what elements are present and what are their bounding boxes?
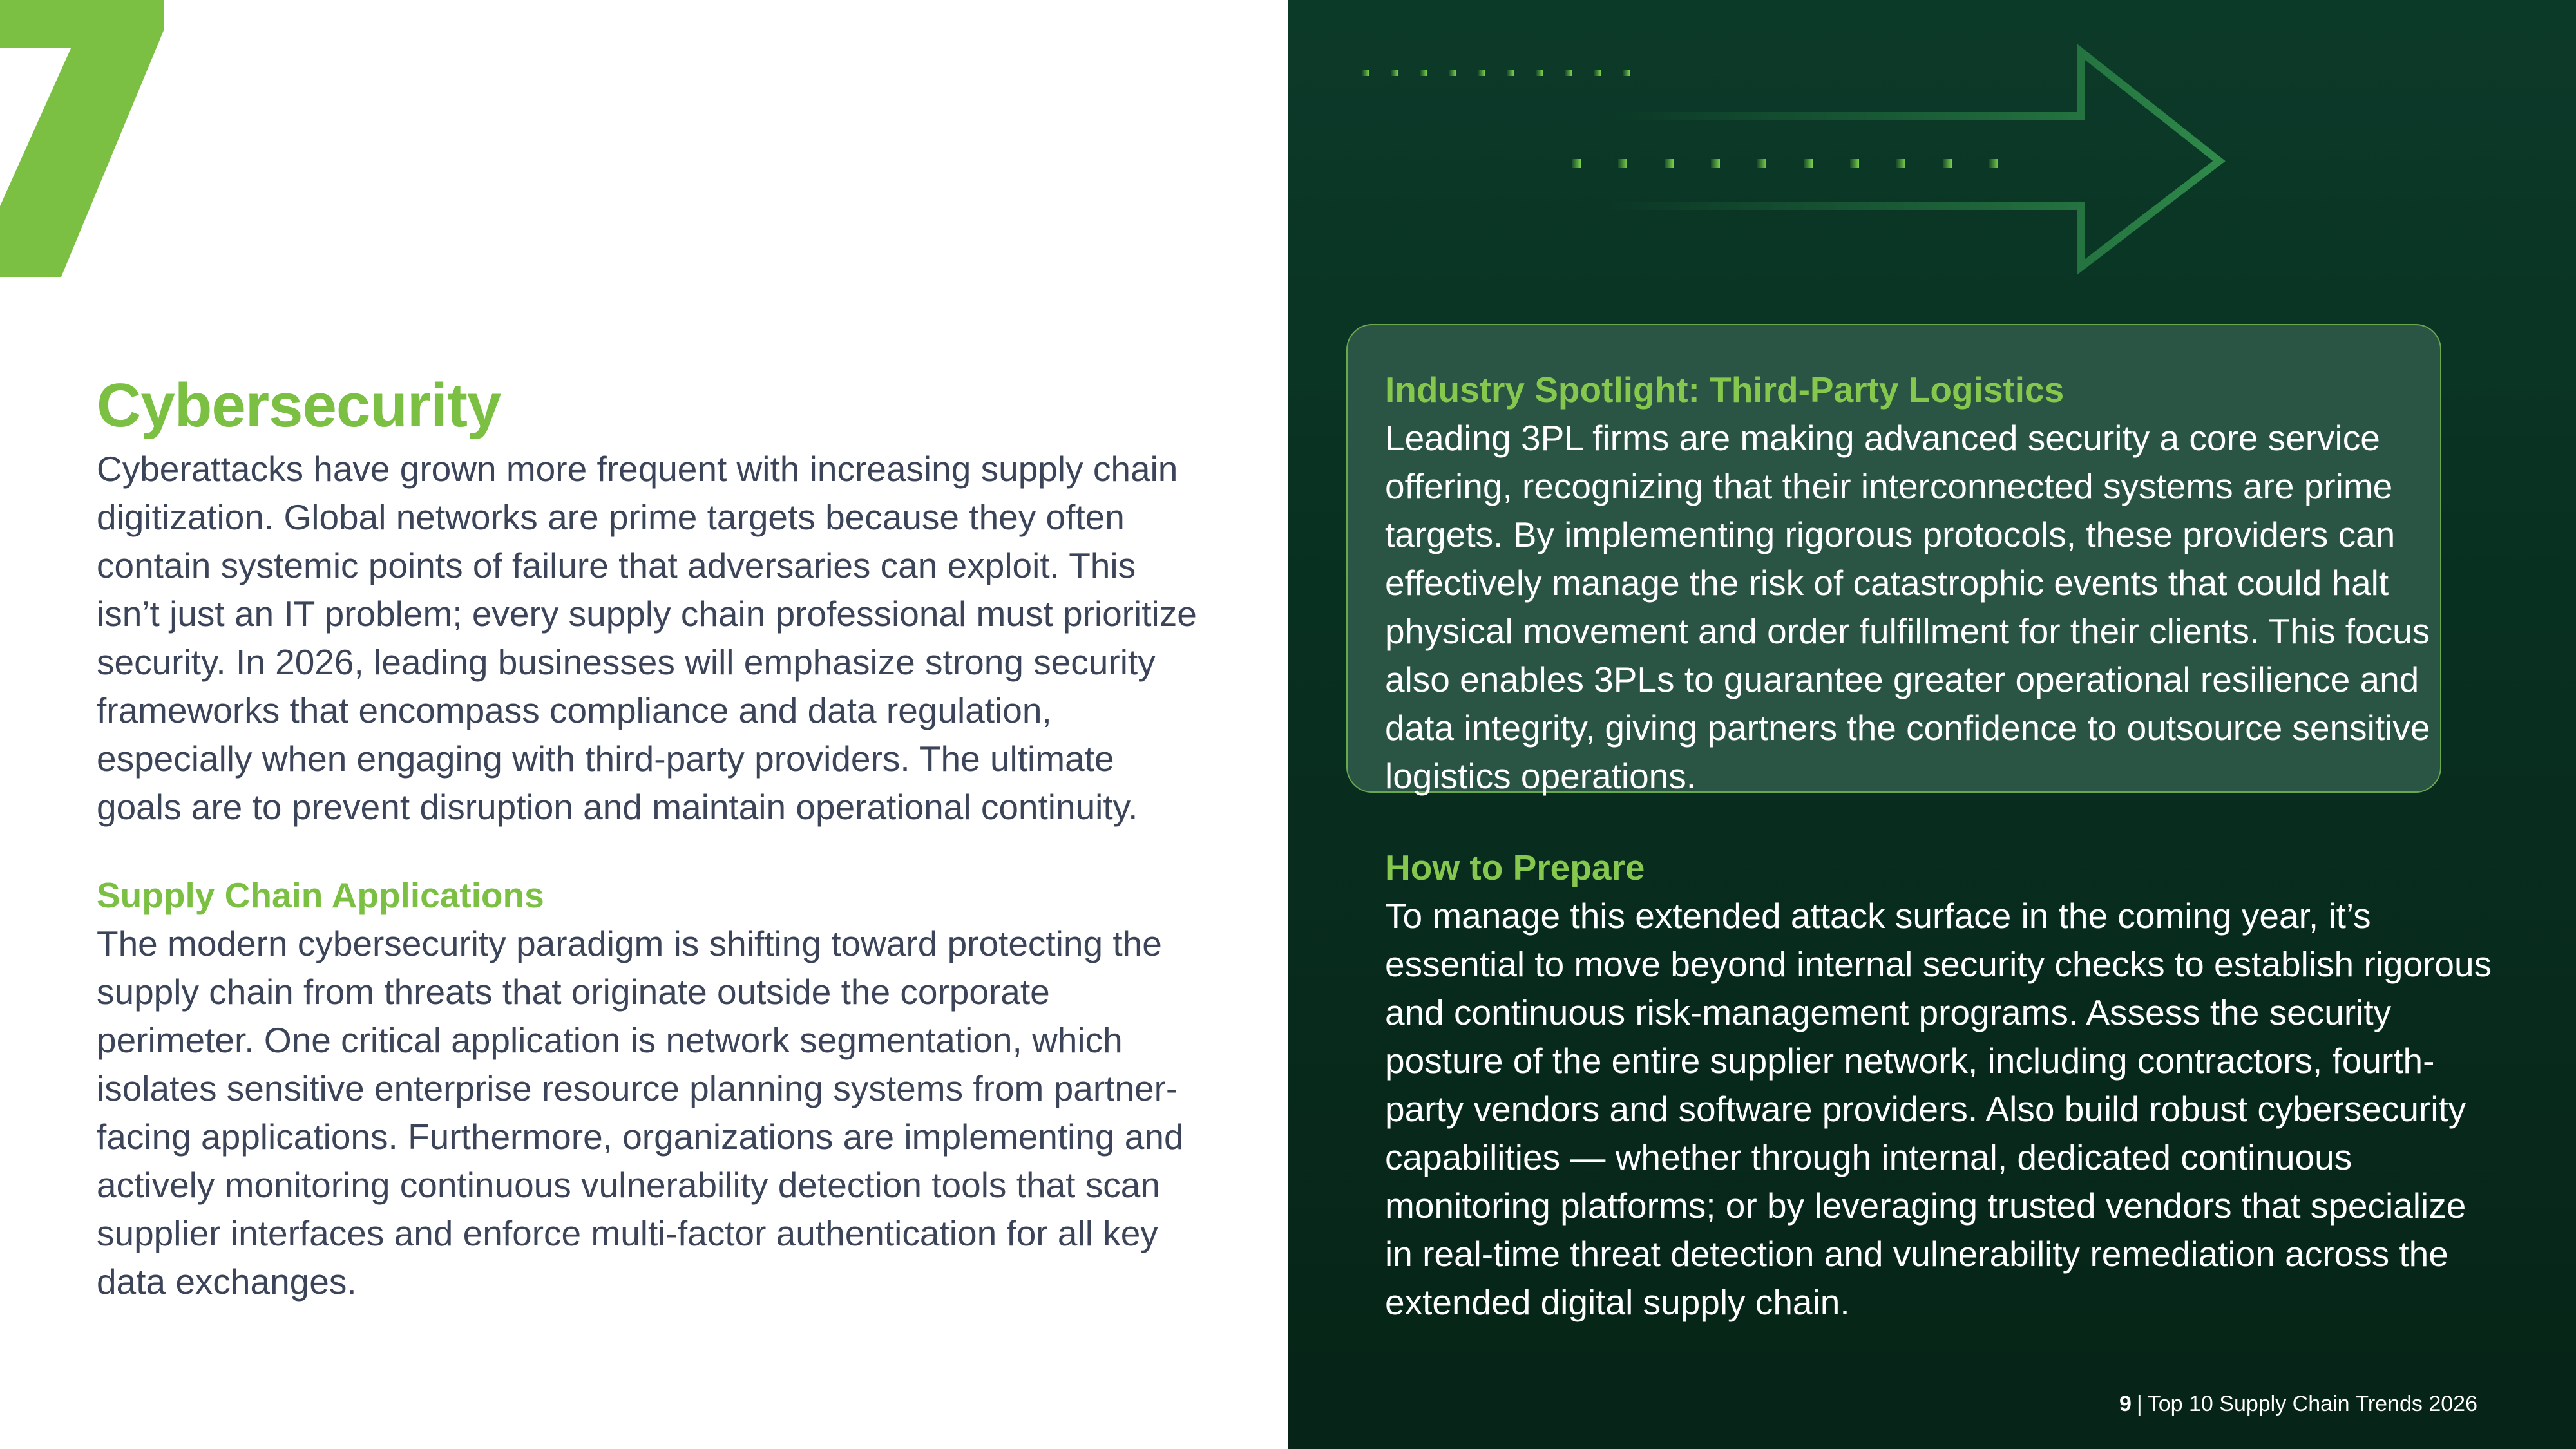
prepare-heading: How to Prepare bbox=[1385, 848, 1645, 887]
applications-paragraph: The modern cybersecurity paradigm is shifting toward protecting the supply chain from threats that originate outside the corporate perimeter. One critical application is network segmentation, which isolates sensitive enterprise resource planning systems from partner-facing applications. Furthermore, organizations are implementing and actively monitoring continuous vulnerability detection tools that scan supplier interfaces and enforce multi-factor authentication for all key data exchanges. bbox=[97, 923, 1184, 1302]
spotlight-text: Leading 3PL firms are making advanced security a core service offering, recognizing that their interconnected systems are prime targets. By implementing rigorous protocols, these providers can effectively manage the risk of catastrophic events that could halt physical movement and order fulfillment for their clients. This focus also enables 3PLs to guarantee greater operational resilience and data integrity, giving partners the confidence to outsource sensitive logistics operations. bbox=[1385, 418, 2430, 796]
section-number-seven bbox=[0, 0, 167, 277]
page-footer bbox=[2119, 1391, 2477, 1417]
publication-title: Top 10 Supply Chain Trends 2026 bbox=[2147, 1392, 2477, 1416]
applications-heading: Supply Chain Applications bbox=[97, 875, 544, 915]
right-column bbox=[1288, 0, 2576, 1449]
prepare-text: To manage this extended attack surface in the coming year, it’s essential to move beyond internal security checks to establish rigorous and continuous risk-management programs. Assess the security posture of the entire supplier network, including contractors, fourth-party vendors and software providers. Also build robust cybersecurity capabilities — whether through internal, dedicated continuous monitoring platforms; or by leveraging trusted vendors that specialize in real-time threat detection and vulnerability remediation across the extended digital supply chain. bbox=[1385, 896, 2492, 1322]
intro-paragraph: Cyberattacks have grown more frequent with increasing supply chain digitization. Global networks are prime targets because they often contain systemic points of failure that adversaries can exploit. This isn’t just an IT problem; every supply chain professional must prioritize security. In 2026, leading businesses will emphasize strong security frameworks that encompass compliance and data regulation, especially when engaging with third-party providers. The ultimate goals are to prevent disruption and maintain operational continuity. bbox=[97, 449, 1197, 827]
page-title: Cybersecurity bbox=[97, 371, 501, 440]
spotlight-heading: Industry Spotlight: Third-Party Logistics bbox=[1385, 370, 2065, 410]
footer-separator: | bbox=[2136, 1392, 2142, 1416]
arrow-right-icon bbox=[1288, 0, 2576, 296]
page-number: 9 bbox=[2119, 1392, 2132, 1416]
